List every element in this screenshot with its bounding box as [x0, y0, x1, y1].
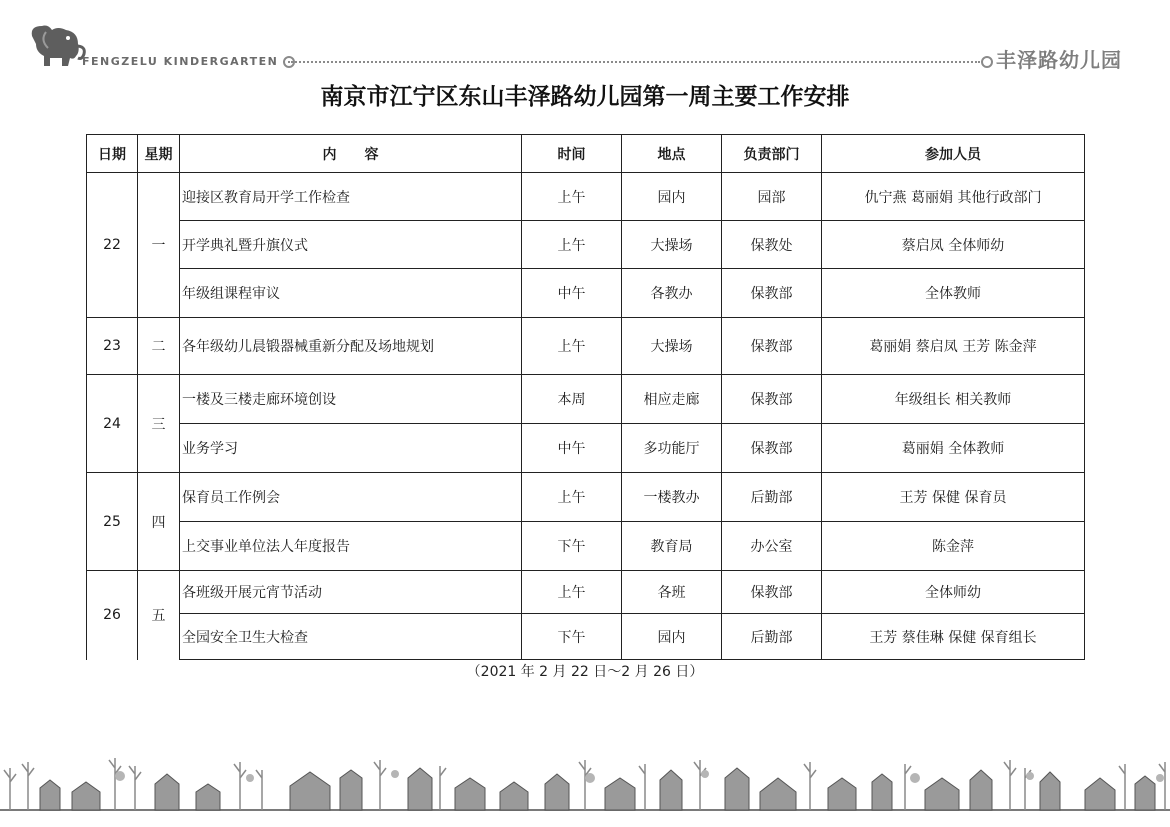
date-cell: 22 — [87, 173, 138, 318]
line-ring-right-icon — [981, 56, 993, 68]
time-cell: 上午 — [522, 473, 622, 522]
dept-cell: 后勤部 — [722, 473, 822, 522]
place-cell: 大操场 — [622, 318, 722, 375]
dept-cell: 保教处 — [722, 221, 822, 269]
content-cell: 年级组课程审议 — [180, 269, 522, 318]
date-cell: 25 — [87, 473, 138, 571]
weekday-cell: 四 — [138, 473, 180, 571]
content-cell: 全园安全卫生大检查 — [180, 614, 522, 660]
header-date: 日期 — [87, 135, 138, 173]
content-cell: 业务学习 — [180, 424, 522, 473]
people-cell: 全体教师 — [822, 269, 1085, 318]
header-dotted-line — [288, 61, 980, 63]
content-cell: 各年级幼儿晨锻器械重新分配及场地规划 — [180, 318, 522, 375]
dept-cell: 保教部 — [722, 571, 822, 614]
table-row — [87, 375, 1085, 424]
table-row — [87, 424, 1085, 473]
table-row — [87, 571, 1085, 614]
brand-chinese: 丰泽路幼儿园 — [996, 48, 1122, 72]
content-cell: 保育员工作例会 — [180, 473, 522, 522]
people-cell: 蔡启凤 全体师幼 — [822, 221, 1085, 269]
people-cell: 仇宁燕 葛丽娟 其他行政部门 — [822, 173, 1085, 221]
place-cell: 园内 — [622, 173, 722, 221]
people-cell: 葛丽娟 蔡启凤 王芳 陈金萍 — [822, 318, 1085, 375]
dept-cell: 园部 — [722, 173, 822, 221]
page-title: 南京市江宁区东山丰泽路幼儿园第一周主要工作安排 — [320, 84, 850, 110]
date-cell: 23 — [87, 318, 138, 375]
table-row — [87, 614, 1085, 660]
header-time: 时间 — [522, 135, 622, 173]
time-cell: 上午 — [522, 318, 622, 375]
weekday-cell: 三 — [138, 375, 180, 473]
time-cell: 上午 — [522, 221, 622, 269]
time-cell: 上午 — [522, 173, 622, 221]
header-content: 内 容 — [180, 135, 522, 173]
dept-cell: 保教部 — [722, 375, 822, 424]
weekday-cell: 一 — [138, 173, 180, 318]
people-cell: 全体师幼 — [822, 571, 1085, 614]
place-cell: 各教办 — [622, 269, 722, 318]
header-people: 参加人员 — [822, 135, 1085, 173]
table-row — [87, 318, 1085, 375]
people-cell: 年级组长 相关教师 — [822, 375, 1085, 424]
place-cell: 相应走廊 — [622, 375, 722, 424]
time-cell: 下午 — [522, 614, 622, 660]
page-header — [0, 0, 1170, 80]
elephant-logo-icon — [28, 22, 88, 70]
time-cell: 上午 — [522, 571, 622, 614]
table-row — [87, 522, 1085, 571]
people-cell: 葛丽娟 全体教师 — [822, 424, 1085, 473]
village-footer-icon — [0, 748, 1170, 827]
place-cell: 各班 — [622, 571, 722, 614]
weekday-cell: 五 — [138, 571, 180, 660]
content-cell: 一楼及三楼走廊环境创设 — [180, 375, 522, 424]
table-header-row — [87, 135, 1085, 173]
dept-cell: 办公室 — [722, 522, 822, 571]
content-cell: 开学典礼暨升旗仪式 — [180, 221, 522, 269]
dept-cell: 保教部 — [722, 269, 822, 318]
content-cell: 迎接区教育局开学工作检查 — [180, 173, 522, 221]
header-weekday: 星期 — [138, 135, 180, 173]
place-cell: 园内 — [622, 614, 722, 660]
place-cell: 教育局 — [622, 522, 722, 571]
time-cell: 中午 — [522, 269, 622, 318]
dept-cell: 保教部 — [722, 424, 822, 473]
schedule-table — [86, 134, 1085, 660]
content-cell: 各班级开展元宵节活动 — [180, 571, 522, 614]
people-cell: 王芳 保健 保育员 — [822, 473, 1085, 522]
date-cell: 26 — [87, 571, 138, 660]
header-place: 地点 — [622, 135, 722, 173]
header-dept: 负责部门 — [722, 135, 822, 173]
time-cell: 本周 — [522, 375, 622, 424]
date-range: （2021 年 2 月 22 日～2 月 26 日） — [466, 664, 704, 680]
brand-english: FENGZELU KINDERGARTEN — [82, 55, 279, 68]
table-row — [87, 269, 1085, 318]
date-cell: 24 — [87, 375, 138, 473]
time-cell: 下午 — [522, 522, 622, 571]
people-cell: 陈金萍 — [822, 522, 1085, 571]
weekday-cell: 二 — [138, 318, 180, 375]
time-cell: 中午 — [522, 424, 622, 473]
table-row — [87, 173, 1085, 221]
place-cell: 大操场 — [622, 221, 722, 269]
dept-cell: 保教部 — [722, 318, 822, 375]
dept-cell: 后勤部 — [722, 614, 822, 660]
table-row — [87, 221, 1085, 269]
place-cell: 一楼教办 — [622, 473, 722, 522]
people-cell: 王芳 蔡佳琳 保健 保育组长 — [822, 614, 1085, 660]
place-cell: 多功能厅 — [622, 424, 722, 473]
content-cell: 上交事业单位法人年度报告 — [180, 522, 522, 571]
table-row — [87, 473, 1085, 522]
